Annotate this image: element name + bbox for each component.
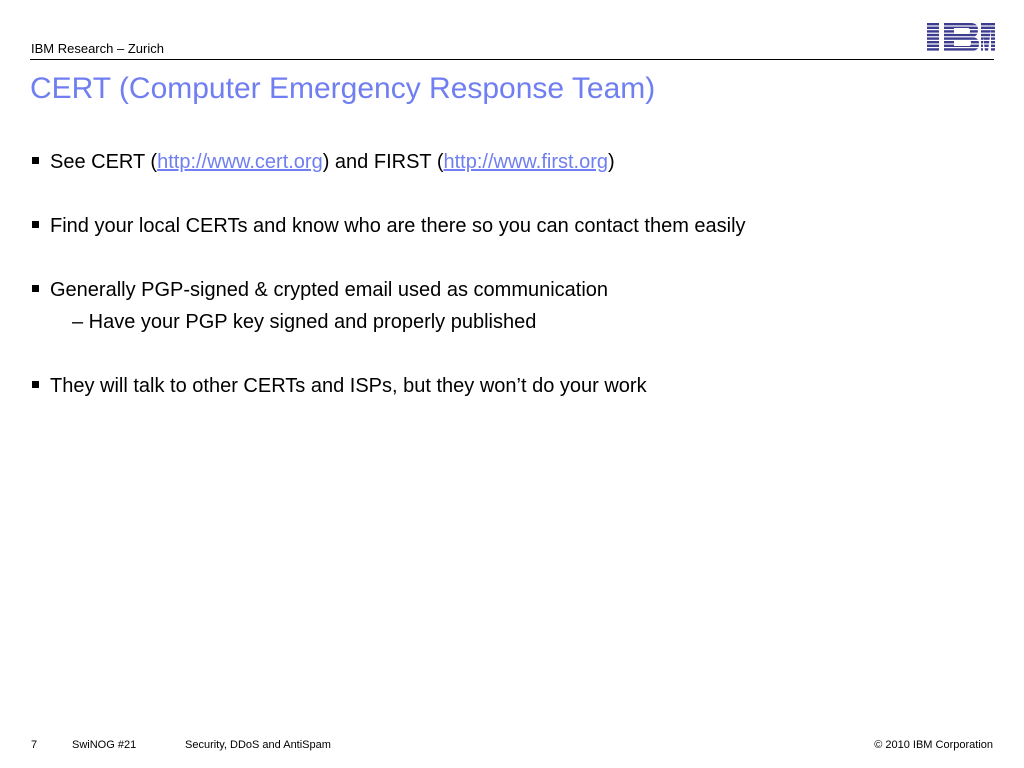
- footer-topic: Security, DDoS and AntiSpam: [185, 739, 331, 751]
- bullet-item-cert-first: [30, 148, 990, 176]
- square-bullet-icon: [32, 381, 39, 388]
- ibm-logo: [927, 23, 995, 51]
- bullet-item-pgp: [30, 276, 990, 304]
- bullet-item-local-certs: [30, 212, 990, 240]
- footer-page-number: 7: [31, 739, 38, 751]
- sub-bullet-item-pgp-key: – Have your PGP key signed and properly published: [72, 311, 537, 333]
- footer-copyright: © 2010 IBM Corporation: [874, 739, 993, 751]
- first-link[interactable]: http://www.first.org: [443, 151, 608, 173]
- square-bullet-icon: [32, 157, 39, 164]
- bullet-text: Find your local CERTs and know who are there so you can contact them easily: [50, 215, 746, 237]
- bullet-text: ): [608, 151, 615, 173]
- square-bullet-icon: [32, 285, 39, 292]
- bullet-list: [30, 148, 990, 400]
- slide-title: CERT (Computer Emergency Response Team): [30, 72, 656, 105]
- bullet-text: They will talk to other CERTs and ISPs, but they won’t do your work: [50, 375, 647, 397]
- cert-link[interactable]: http://www.cert.org: [157, 151, 323, 173]
- bullet-text: ) and FIRST (: [322, 151, 444, 173]
- org-label: IBM Research – Zurich: [31, 41, 164, 56]
- square-bullet-icon: [32, 221, 39, 228]
- footer-event: SwiNOG #21: [72, 739, 137, 751]
- bullet-text: Generally PGP-signed & crypted email used as communication: [50, 279, 609, 301]
- header-divider: [30, 59, 994, 60]
- bullet-text: See CERT (: [50, 151, 158, 173]
- bullet-item-other-certs: [30, 372, 990, 400]
